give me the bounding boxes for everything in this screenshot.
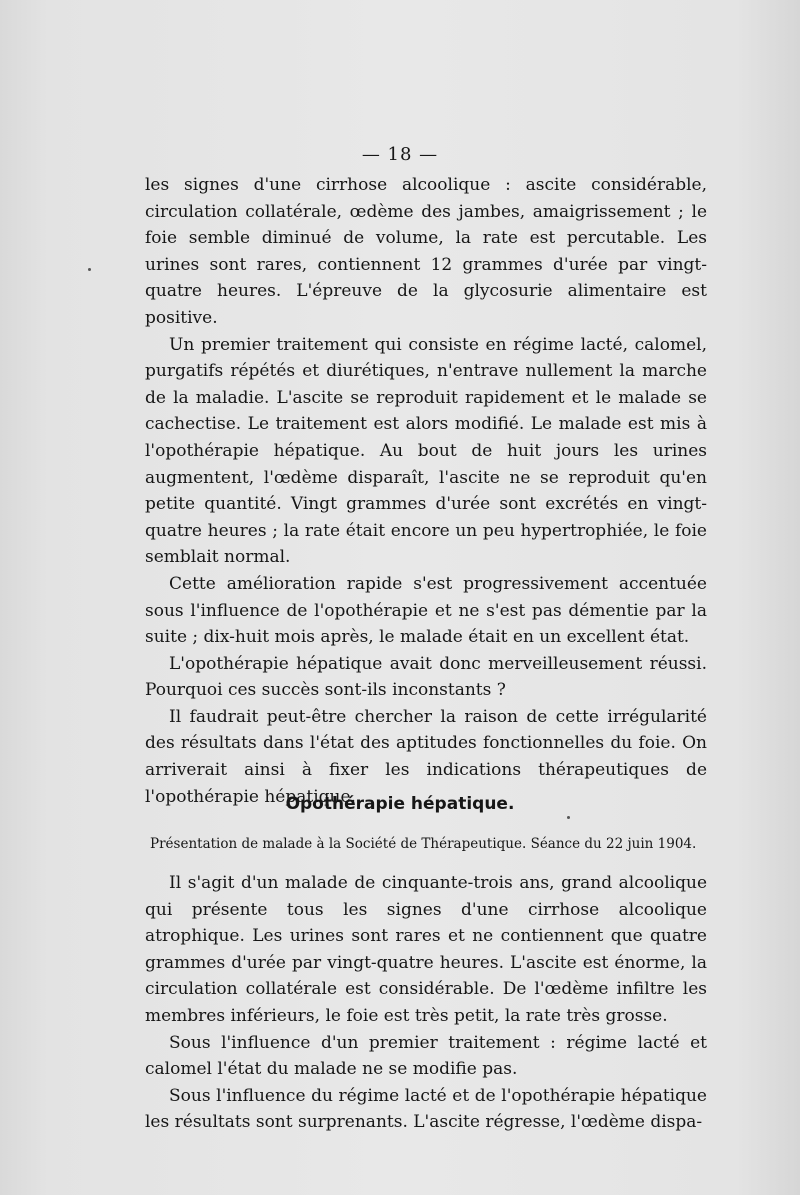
body-text-bottom xyxy=(145,870,707,1136)
paragraph: Sous l'influence du régime lacté et de l'opothérapie hépatique les résultats sont surprenants. L'ascite régresse, l'œdème dispa- xyxy=(145,1085,707,1133)
print-speck xyxy=(88,268,91,271)
paragraph: Il s'agit d'un malade de cinquante-trois ans, grand alcoolique qui présente tous les signes d'une cirrhose alcoolique atrophique. Les urines sont rares et ne contiennent que quatre grammes d'urée par vingt-quatre heures. L'ascite est énorme, la circulation collatérale est considérable. De l'œdème infiltre les membres inférieurs, le foie est très petit, la rate très grosse. xyxy=(145,873,707,1026)
paragraph: les signes d'une cirrhose alcoolique : ascite considérable, circulation collatérale, œdème des jambes, amaigrissement ; le foie semble diminué de volume, la rate est percutable. Les urines sont rares, contiennent 12 grammes d'urée par vingt-quatre heures. L'épreuve de la glycosurie alimentaire est positive. xyxy=(145,175,707,328)
section-subtitle: Présentation de malade à la Société de Thérapeutique. Séance du 22 juin 1904. xyxy=(150,836,697,852)
print-speck xyxy=(567,816,570,819)
page-number: — 18 — xyxy=(361,144,439,165)
paragraph: Il faudrait peut-être chercher la raison de cette irrégularité des résultats dans l'état des aptitudes fonctionnelles du foie. On arriverait ainsi à fixer les indications thérapeutiques de l'opothérapie hépatique. xyxy=(145,706,707,807)
section-title: Opothérapie hépatique. xyxy=(285,794,515,814)
paragraph: Un premier traitement qui consiste en régime lacté, calomel, purgatifs répétés et diurétiques, n'entrave nullement la marche de la maladie. L'ascite se reproduit rapidement et le malade se cachectise. Le traitement est alors modifié. Le malade est mis à l'opothérapie hépatique. Au bout de huit jours les urines augmentent, l'œdème disparaît, l'ascite ne se reproduit qu'en petite quantité. Vingt grammes d'urée sont excrétés en vingt-quatre heures ; la rate était encore un peu hypertrophiée, le foie semblait normal. xyxy=(145,334,707,568)
body-text-top xyxy=(145,172,707,810)
paragraph: L'opothérapie hépatique avait donc merveilleusement réussi. Pourquoi ces succès sont-ils inconstants ? xyxy=(145,653,707,701)
paragraph: Cette amélioration rapide s'est progressivement accentuée sous l'influence de l'opothérapie et ne s'est pas démentie par la suite ; dix-huit mois après, le malade était en un excellent état. xyxy=(145,573,707,648)
paragraph: Sous l'influence d'un premier traitement : régime lacté et calomel l'état du malade ne se modifie pas. xyxy=(145,1032,707,1080)
